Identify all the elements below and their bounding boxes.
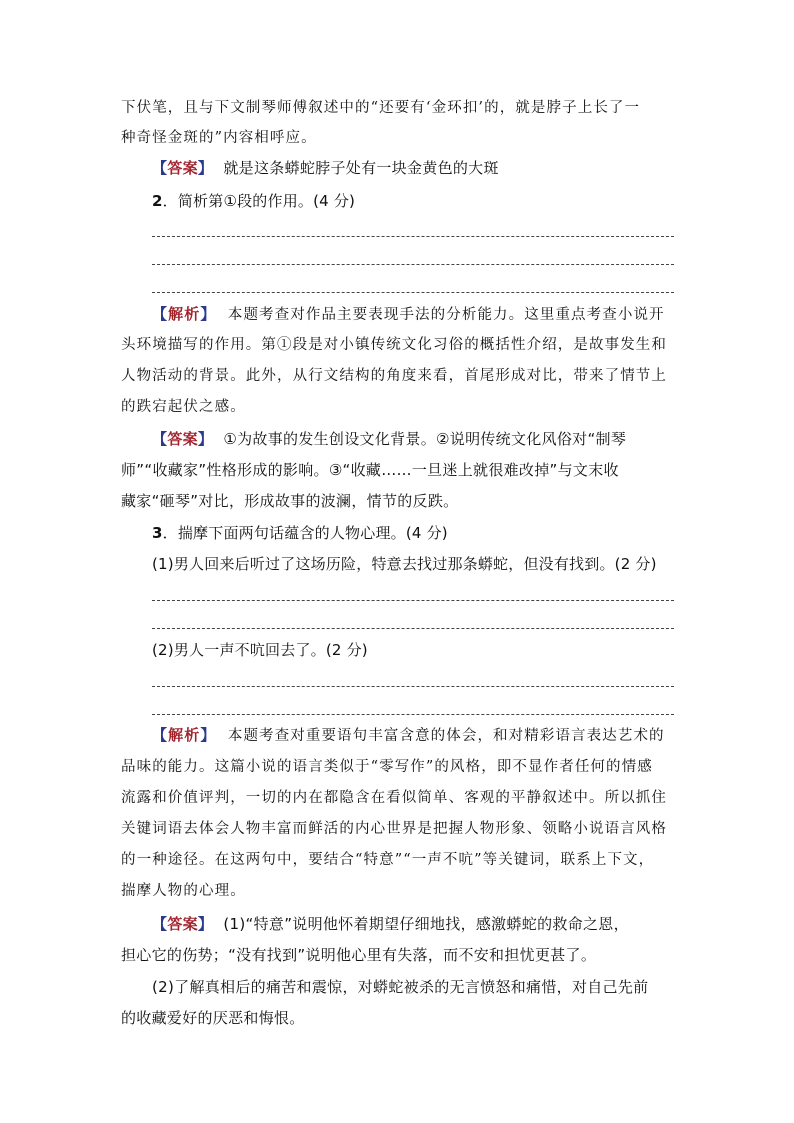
answer-blank-line — [152, 686, 674, 687]
answer-blank-line — [152, 600, 674, 601]
answer-3-line-1: 【答案】 (1)“特意”说明他怀着期望仔细地找，感激蟒蛇的救命之恩， — [152, 915, 629, 933]
paragraph-line: 下伏笔，且与下文制琴师傅叙述中的“还要有‘金环扣’的，就是脖子上长了一 — [121, 100, 641, 116]
answer-blank-line — [152, 236, 674, 237]
answer-blank-line — [152, 292, 674, 293]
answer-line: 的收藏爱好的厌恶和悔恨。 — [121, 1009, 305, 1027]
answer-blank-line — [152, 264, 674, 265]
analysis-3-line-1: 【解析】 本题考查对重要语句丰富含意的体会，和对精彩语言表达艺术的 — [152, 726, 665, 744]
answer-line: (2)了解真相后的痛苦和震惊，对蟒蛇被杀的无言愤怒和痛惜，对自己先前 — [152, 978, 649, 996]
answer-tag: 【答案】 — [152, 430, 214, 448]
question-3-sub-1: (1)男人回来后听过了这场历险，特意去找过那条蟒蛇，但没有找到。(2 分) — [152, 555, 657, 573]
analysis-line: 头环境描写的作用。第①段是对小镇传统文化习俗的概括性介绍，是故事发生和 — [121, 337, 667, 353]
question-3: 3．揣摩下面两句话蕴含的人物心理。(4 分) — [152, 524, 448, 542]
answer-2-line-1: 【答案】 ①为故事的发生创设文化背景。②说明传统文化风俗对“制琴 — [152, 430, 627, 448]
analysis-line: 的跌宕起伏之感。 — [121, 399, 246, 415]
answer-text: 就是这条蟒蛇脖子处有一块金黄色的大斑 — [223, 159, 499, 177]
analysis-line: 流露和价值评判，一切的内在都隐含在看似简单、客观的平静叙述中。所以抓住 — [121, 790, 667, 806]
analysis-line: 的一种途径。在这两句中，要结合“特意”“一声不吭”等关键词，联系上下文， — [121, 852, 655, 868]
analysis-tag: 【解析】 — [152, 726, 217, 744]
answer-1 — [152, 157, 712, 179]
paragraph-line: 种奇怪金斑的”内容相呼应。 — [121, 130, 317, 146]
answer-line: 藏家“砸琴”对比，形成故事的波澜，情节的反跌。 — [121, 492, 459, 510]
analysis-tag: 【解析】 — [152, 305, 217, 323]
analysis-line: 品味的能力。这篇小说的语言类似于“零写作”的风格，即不显作者任何的情感 — [121, 759, 653, 775]
answer-tag: 【答案】 — [152, 915, 214, 933]
answer-tag: 【答案】 — [152, 159, 214, 177]
question-3-sub-2: (2)男人一声不吭回去了。(2 分) — [152, 641, 368, 659]
analysis-line: 关键词语去体会人物丰富而鲜活的内心世界是把握人物形象、领略小说语言风格 — [121, 821, 667, 837]
answer-blank-line — [152, 714, 674, 715]
analysis-line: 揣摩人物的心理。 — [121, 883, 246, 899]
analysis-line: 人物活动的背景。此外，从行文结构的角度来看，首尾形成对比，带来了情节上 — [121, 368, 667, 384]
analysis-2-line-1: 【解析】 本题考查对作品主要表现手法的分析能力。这里重点考查小说开 — [152, 305, 665, 323]
answer-line: 担心它的伤势；“没有找到”说明他心里有失落，而不安和担忧更甚了。 — [121, 946, 597, 964]
answer-blank-line — [152, 628, 674, 629]
answer-line: 师”“收藏家”性格形成的影响。③“收藏……一旦迷上就很难改掉”与文末收 — [121, 461, 619, 479]
question-2: 2．简析第①段的作用。(4 分) — [152, 192, 356, 210]
